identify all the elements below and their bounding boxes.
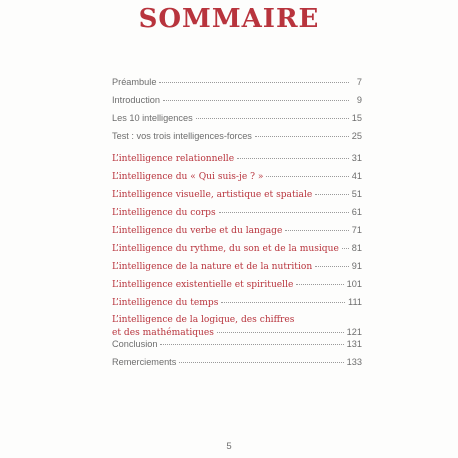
toc-entry-label: Remerciements — [112, 357, 177, 367]
toc-entry-label: L’intelligence visuelle, artistique et spatiale — [112, 190, 313, 200]
toc-entry-conclusion[interactable] — [112, 338, 362, 350]
toc-entry-label: L’intelligence du rythme, du son et de la musique — [112, 244, 339, 254]
toc-entry-label: L’intelligence du corps — [112, 208, 216, 218]
toc-entry-line-1 — [112, 314, 362, 326]
toc-entry-label: Introduction — [112, 95, 161, 105]
toc-entry-label: Les 10 intelligences — [112, 113, 193, 123]
leader-dots — [196, 118, 349, 119]
toc-entry-page: 41 — [351, 171, 362, 181]
leader-dots — [163, 100, 349, 101]
leader-dots — [266, 176, 348, 177]
toc-entry-introduction[interactable] — [112, 94, 362, 106]
toc-entry-label: et des mathématiques — [112, 328, 214, 338]
page-title: SOMMAIRE — [138, 4, 320, 34]
toc-entry-les-10-intelligences[interactable] — [112, 112, 362, 124]
leader-dots — [237, 158, 349, 159]
leader-dots — [221, 302, 345, 303]
toc-entry-page: 25 — [351, 131, 362, 141]
toc-entry-label: Conclusion — [112, 339, 158, 349]
toc-entry-page: 91 — [351, 261, 362, 271]
toc-entry-page: 131 — [346, 339, 362, 349]
leader-dots — [160, 344, 343, 345]
toc-entry-label: L’intelligence de la logique, des chiffres — [112, 315, 295, 325]
toc-entry-temps[interactable] — [112, 296, 362, 309]
leader-dots — [179, 362, 343, 363]
toc-entry-label: Préambule — [112, 77, 157, 87]
toc-entry-page: 9 — [356, 95, 362, 105]
toc-entry-relationnelle[interactable] — [112, 152, 362, 165]
toc-entry-logique[interactable] — [112, 314, 362, 339]
toc-entry-label: Test : vos trois intelligences-forces — [112, 131, 252, 141]
leader-dots — [255, 136, 349, 137]
toc-entry-preambule[interactable] — [112, 76, 362, 88]
toc-entry-page: 31 — [351, 153, 362, 163]
leader-dots — [219, 212, 349, 213]
toc-entry-remerciements[interactable] — [112, 356, 362, 368]
toc-entry-page: 111 — [348, 297, 362, 307]
toc-entry-qui-suis-je[interactable] — [112, 170, 362, 183]
toc-entry-rythme[interactable] — [112, 242, 362, 255]
toc-entry-nature[interactable] — [112, 260, 362, 273]
toc-entry-page: 101 — [346, 279, 362, 289]
toc-entry-page: 121 — [346, 327, 362, 337]
toc-entry-page: 71 — [351, 225, 362, 235]
toc-entry-page: 7 — [356, 77, 362, 87]
toc-entry-page: 81 — [351, 243, 362, 253]
toc-entry-label: L’intelligence du « Qui suis-je ? » — [112, 172, 264, 182]
toc-entry-existentielle[interactable] — [112, 278, 362, 291]
toc-entry-visuelle[interactable] — [112, 188, 362, 201]
leader-dots — [315, 266, 349, 267]
toc-entry-label: L’intelligence de la nature et de la nutrition — [112, 262, 313, 272]
leader-dots — [159, 82, 349, 83]
toc-entry-label: L’intelligence existentielle et spirituelle — [112, 280, 294, 290]
leader-dots — [315, 194, 349, 195]
toc-entry-test[interactable] — [112, 130, 362, 142]
page-number: 5 — [226, 441, 232, 452]
leader-dots — [342, 248, 349, 249]
toc-entry-label: L’intelligence relationnelle — [112, 154, 235, 164]
toc-entry-page: 51 — [351, 189, 362, 199]
leader-dots — [217, 332, 344, 333]
toc-entry-verbe[interactable] — [112, 224, 362, 237]
toc-entry-corps[interactable] — [112, 206, 362, 219]
toc-entry-label: L’intelligence du verbe et du langage — [112, 226, 283, 236]
toc-entry-label: L’intelligence du temps — [112, 298, 219, 308]
leader-dots — [285, 230, 348, 231]
leader-dots — [296, 284, 343, 285]
toc-entry-page: 61 — [351, 207, 362, 217]
toc-entry-page: 133 — [346, 357, 362, 367]
toc-entry-page: 15 — [351, 113, 362, 123]
